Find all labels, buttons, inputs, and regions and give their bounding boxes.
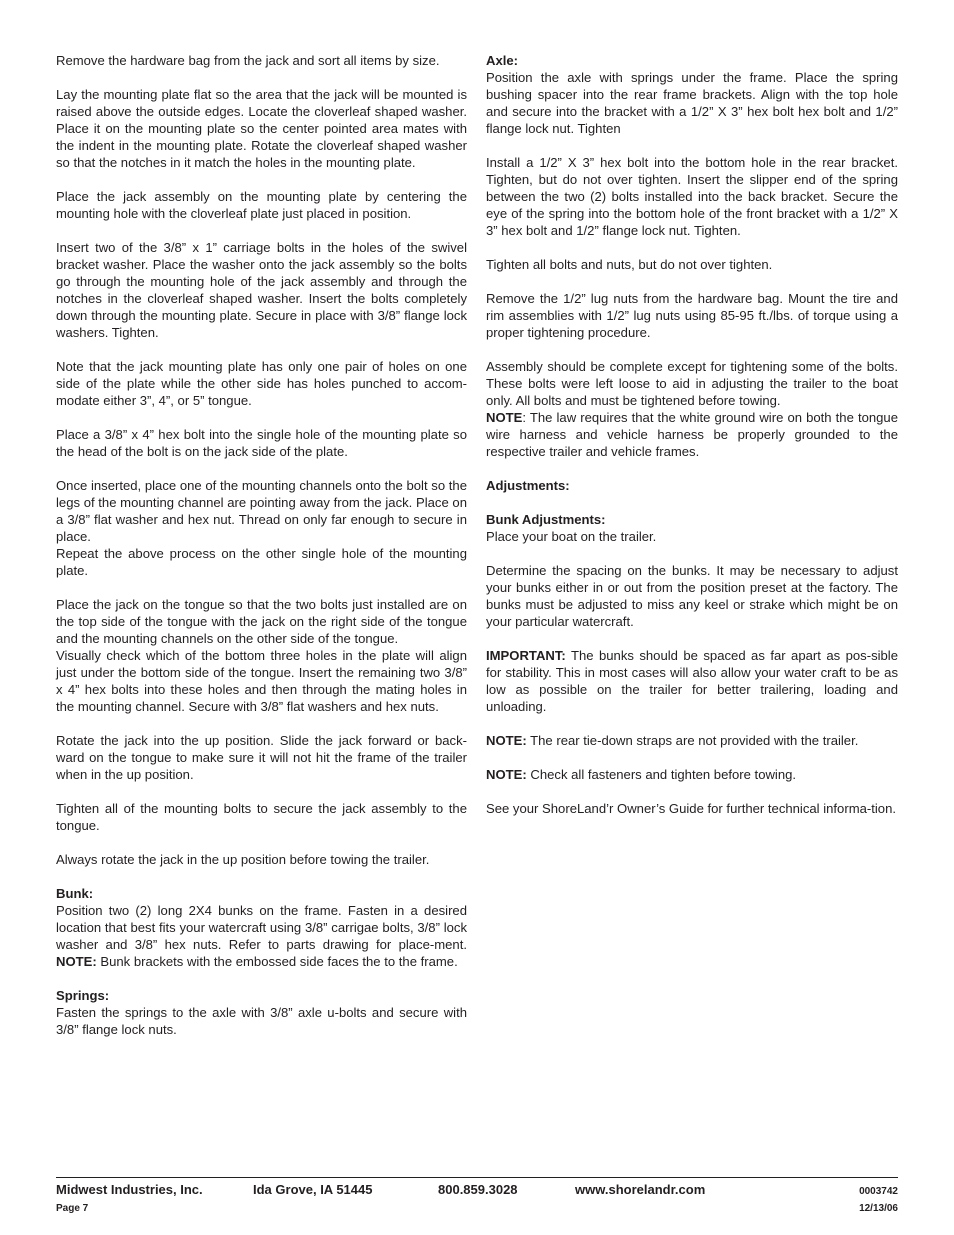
paragraph: Visually check which of the bottom three holes in the plate will align just under the bottom side of the tongue. Insert the remaining two 3/8” x 4” hex bolts into these holes and then through the mating holes in the mounting channel. Secure with 3/8” flat washers and hex nuts.	[56, 648, 467, 714]
important-label: IMPORTANT:	[486, 648, 566, 663]
note-label: NOTE:	[56, 954, 97, 969]
note-text: : The law requires that the white ground wire on both the tongue wire harness and vehicle harness be properly grounded to the respective trailer and vehicle frames.	[486, 410, 898, 459]
section-text: Place your boat on the trailer.	[486, 529, 657, 544]
paragraph: Always rotate the jack in the up position before towing the trailer.	[56, 852, 430, 867]
note-paragraph	[486, 732, 898, 749]
footer-company: Midwest Industries, Inc.	[56, 1182, 203, 1197]
bunk-adjustments-section	[486, 511, 898, 545]
paragraph: Rotate the jack into the up position. Slide the jack forward or back-ward on the tongue to make sure it will not hit the frame of the trailer when in the up position.	[56, 733, 467, 782]
section-text: Bunk brackets with the embossed side faces the to the frame.	[96, 954, 458, 969]
note-label: NOTE:	[486, 733, 527, 748]
section-heading	[486, 477, 898, 494]
note-text: Check all fasteners and tighten before towing.	[526, 767, 797, 782]
footer-page-number: Page 7	[56, 1203, 89, 1214]
note-paragraph	[486, 409, 898, 460]
paragraph: Place a 3/8” x 4” hex bolt into the single hole of the mounting plate so the head of the bolt is on the jack side of the plate.	[56, 427, 467, 459]
left-column	[56, 52, 467, 1055]
section-text: Fasten the springs to the axle with 3/8” axle u-bolts and secure with 3/8” flange lock nuts.	[56, 1005, 467, 1037]
important-paragraph	[486, 647, 898, 715]
paragraph: Repeat the above process on the other single hole of the mounting plate.	[56, 546, 467, 578]
footer-city: Ida Grove, IA 51445	[253, 1182, 373, 1197]
section-heading: Bunk:	[56, 886, 94, 901]
note-label: NOTE	[486, 410, 523, 425]
paragraph: Assembly should be complete except for tightening some of the bolts. These bolts were left loose to aid in adjusting the trailer to the boat only. All bolts and must be tightened before towing.	[486, 359, 898, 408]
note-label: NOTE:	[486, 767, 527, 782]
paragraph: Tighten all of the mounting bolts to secure the jack assembly to the tongue.	[56, 801, 467, 833]
paragraph: Once inserted, place one of the mounting channels onto the bolt so the legs of the mounting channel are pointing away from the jack. Place on a 3/8” flat washer and hex nut. Thread on only far enough to secure in place.	[56, 478, 467, 544]
paragraph: Tighten all bolts and nuts, but do not over tighten.	[486, 257, 773, 272]
important-text: The bunks should be spaced as far apart as pos-sible for stability. This in most cases will also allow your water craft to be as low as possible on the trailer for better trailering, loading and unloading.	[486, 648, 898, 714]
footer-website: www.shorelandr.com	[575, 1182, 706, 1197]
note-text: The rear tie-down straps are not provided with the trailer.	[526, 733, 859, 748]
paragraph: Lay the mounting plate flat so the area that the jack will be mounted is raised above the outside edges. Locate the cloverleaf shaped washer. Place it on the mounting plate so the center pointed area mates with the indent in the mounting plate. Rotate the cloverleaf shaped washer so that the notches in it match the holes in the mounting plate.	[56, 87, 467, 170]
section-text: Position two (2) long 2X4 bunks on the frame. Fasten in a desired location that best fits your watercraft using 3/8” carrigae bolts, 3/8” lock washer and 3/8” hex nuts. Refer to parts drawing for place-ment.	[56, 903, 467, 952]
bunk-section	[56, 885, 467, 970]
paragraph: Install a 1/2” X 3” hex bolt into the bottom hole in the rear bracket. Tighten, but do not over tighten. Insert the slipper end of the spring between the two (2) bolts installed into the back bracket. Secure the eye of the spring into the bottom hole of the front bracket with a 1/2” X 3” hex bolt and 1/2” flange lock nut. Tighten.	[486, 155, 898, 238]
footer-doc-number: 0003742	[859, 1186, 898, 1197]
section-heading: Springs:	[56, 988, 110, 1003]
footer-date: 12/13/06	[859, 1203, 898, 1214]
paragraph: Insert two of the 3/8” x 1” carriage bolts in the holes of the swivel bracket washer. Place the washer onto the jack assembly so the bolts go through the mounting hole of the jack assembly and through the notches in the cloverleaf shaped washer. Insert the bolts completely down through the mounting plate. Secure in place with 3/8” flange lock washers. Tighten.	[56, 240, 467, 340]
adjustments-heading: Adjustments:	[486, 478, 570, 493]
section-heading: Bunk Adjustments:	[486, 512, 606, 527]
axle-section	[486, 52, 898, 137]
paragraph: Remove the 1/2” lug nuts from the hardware bag. Mount the tire and rim assemblies with 1/2” lug nuts using 85-95 ft./lbs. of torque using a proper tightening procedure.	[486, 291, 898, 340]
springs-section	[56, 987, 467, 1038]
section-text: Position the axle with springs under the frame. Place the spring bushing spacer into the rear frame brackets. Align with the top hole and secure into the bracket with a 1/2” X 3” hex bolt hex bolt and 1/2” flange lock nut. Tighten	[486, 70, 898, 136]
paragraph: Place the jack on the tongue so that the two bolts just installed are on the top side of the tongue with the jack on the right side of the tongue and the mounting channels on the other side of the tongue.	[56, 597, 467, 646]
footer-divider	[56, 1177, 898, 1178]
section-heading: Axle:	[486, 53, 519, 68]
paragraph: Determine the spacing on the bunks. It may be necessary to adjust your bunks either in or out from the position preset at the factory. The bunks must be adjusted to miss any keel or strake which might be on your particular watercraft.	[486, 563, 898, 629]
paragraph: See your ShoreLand’r Owner’s Guide for further technical informa-tion.	[486, 801, 896, 816]
paragraph: Note that the jack mounting plate has only one pair of holes on one side of the plate while the other side has holes punched to accom-modate either 3”, 4”, or 5” tongue.	[56, 359, 467, 408]
note-paragraph	[486, 766, 898, 783]
paragraph: Remove the hardware bag from the jack and sort all items by size.	[56, 53, 440, 68]
right-column	[486, 52, 898, 834]
paragraph: Place the jack assembly on the mounting plate by centering the mounting hole with the cloverleaf plate just placed in position.	[56, 189, 467, 221]
footer-phone: 800.859.3028	[438, 1182, 518, 1197]
